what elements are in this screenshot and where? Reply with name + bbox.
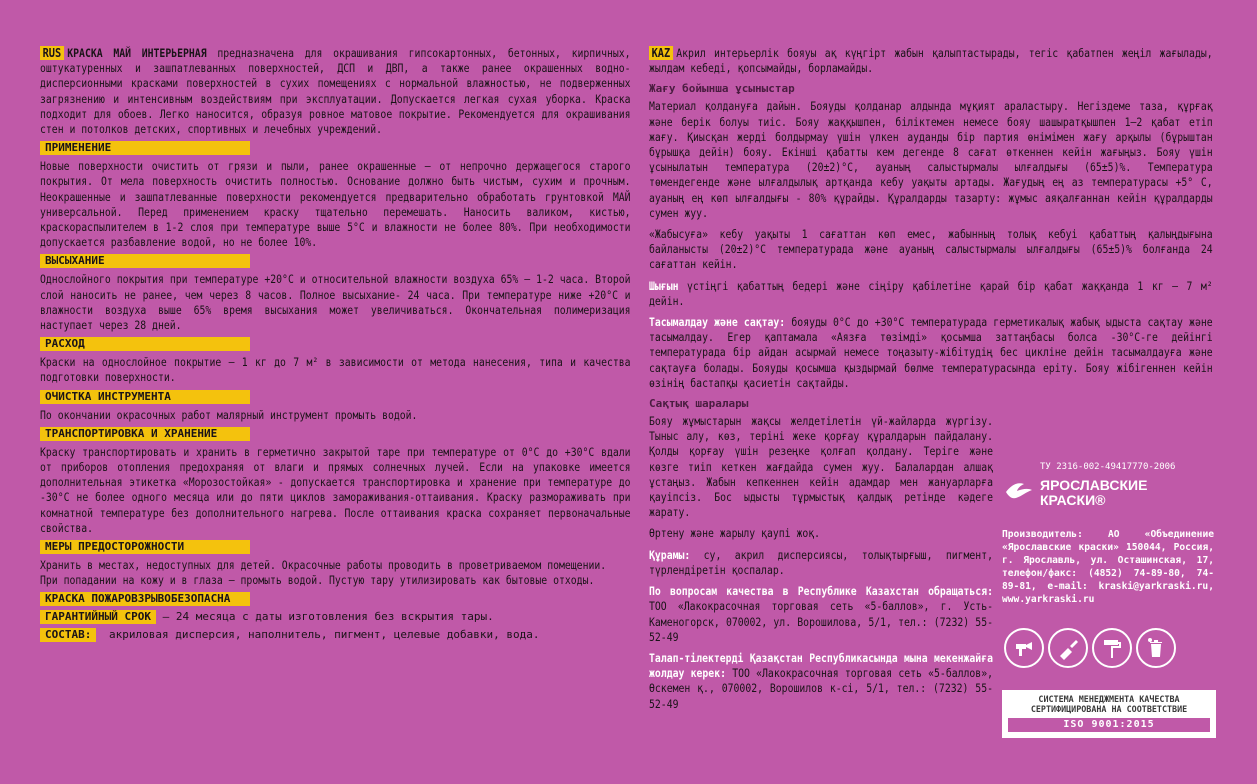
fire-safe-label: КРАСКА ПОЖАРОВЗРЫВОБЕЗОПАСНА (40, 592, 250, 606)
kaz-usage-text: үстіңгі қабаттың бедері және сіңіру қабілетіне қарай бір қабат жаққанда 1 кг — 7 м² дейін. (649, 278, 1213, 308)
section-title: ОЧИСТКА ИНСТРУМЕНТА (40, 390, 250, 404)
composition-row (40, 628, 632, 642)
kaz-claims-text: ТОО «Лакокрасочная торговая сеть «5-баллов», Өскемен қ., 070002, Ворошилов к-сі, 5/1, тел.: (7232) 55-52-49 (649, 666, 993, 711)
section-text: Краску транспортировать и хранить в герметично закрытой таре при температуре от 0°С до +30°С вдали от приборов отопления предохраняя от влаги и прямых солнечных лучей. Если на упаковке имеется дополнительная этикетка «Морозостойкая» - допускается транспортировка и хранение при температуре до -30°С не более одного месяца или до пяти циклов замораживания-оттаивания. Краску размораживать при комнатной температуре без дополнительного нагрева. После оттаивания краска сохраняет первоначальные свойства. (40, 444, 631, 535)
kaz-usage (649, 279, 1213, 309)
iso-standard: ISO 9001:2015 (1008, 718, 1210, 732)
brand-name-line1: ЯРОСЛАВСКИЕ (1040, 477, 1148, 493)
tu-code: ТУ 2316-002-49417770-2006 (1040, 462, 1176, 472)
kaz-dry-text: «Жабысуға» кебу уақыты 1 сағаттан көп емес, жабынның толық кебуі қабаттың қалыңдығына байланысты (20±2)°С температурада және ауаның салыстырмалы ылғалдығы (65±5)% болғанда 24 сағаттан кейін. (649, 227, 1213, 272)
section-title: МЕРЫ ПРЕДОСТОРОЖНОСТИ (40, 540, 250, 554)
recycle-bin-icon (1136, 628, 1176, 668)
rus-section-transport (40, 427, 632, 536)
rus-intro (40, 46, 631, 137)
kaz-transport-text: бояуды 0°С до +30°С температурада герметикалық жабық ыдыста сақтау және тасымалдау. Егер қаптамала «Аязға төзімді» қосымша заттаңбасы болса -30°С-ге дейінгі температурада бір айдан асырмай немесе тоңазыту-жібітудің бес циклінe дейін тасымалдауға және сақтауға болады. Бояуды қосымша қыздырмай бөлме температурасында еріту. Бояу жібігеннен кейін өзінің бастапқы қасиетін сақтайды. (649, 315, 1213, 390)
kaz-safety-title: Сақтық шаралары (649, 397, 749, 411)
kaz-claims (649, 651, 993, 712)
manufacturer-info: Производитель: АО «Объединение «Ярославские краски» 150044, Россия, г. Ярославль, ул. Осташинская, 17, телефон/факс: (4852) 74-89-80, 74-89-81, e-mail: kraski@yarkraski.ru, www.yarkraski.ru (1002, 529, 1214, 605)
brand-name (1040, 478, 1147, 508)
paint-brush-icon (1048, 628, 1088, 668)
rus-section-consumption (40, 337, 632, 385)
warranty-label: ГАРАНТИЙНЫЙ СРОК (40, 610, 156, 624)
kaz-quality-text: ТОО «Лакокрасочная торговая сеть «5-баллов», г. Усть-Каменогорск, 070002, ул. Ворошилова, 5/1, тел.: (7232) 55-52-49 (649, 599, 993, 644)
kaz-safety-text: Бояу жұмыстарын жақсы желдетілетін үй-жайларда жүргізу. Тыныс алу, көз, теріні жеке қорғау құралдарын пайдалану. Қолды қорғау үшін резеңке қолғап қолдану. Теріге және көзге тиіп кеткен жағдайда сумен жуу. Балалардан алшақ ұстаңыз. Жабын кепкеннен кейін адамдар мен жануарларға қауіпсіз. Бос ыдысты тұрмыстық қалдық ретінде кәдеге жарату. (649, 414, 993, 520)
rus-section-precautions (40, 540, 632, 588)
section-text: Краски на однослойное покрытие — 1 кг до 7 м² в зависимости от метода нанесения, типа и качества подготовки поверхности. (40, 355, 631, 385)
rus-intro-text: предназначена для окрашивания гипсокартонных, бетонных, кирпичных, оштукатуренных и зашпатлеванных поверхностей, ДСП и ДВП, а также ранее окрашенных водно-дисперсионными красками поверхностей в сухих помещениях с нормальной влажностью, не подверженных загрязнению и интенсивным воздействиям при эксплуатации. Допускается легкая сухая уборка. Краска подходит для обоев. Легко наносится, образуя ровное матовое покрытие. Рекомендуется для окрашивания стен и потолков детских, спортивных и лечебных учреждений. (40, 46, 631, 137)
kaz-comp (649, 548, 993, 578)
iso-certification (1002, 690, 1216, 738)
brand-logo (1004, 478, 1147, 508)
kaz-claims-label: Талап-тілектерді Қазақстан Республикасында мына мекенжайға жолдау керек: (649, 650, 993, 681)
section-text: Новые поверхности очистить от грязи и пыли, ранее окрашенные – от непрочно держащегося старого покрытия. От мела поверхность очистить полностью. Основание должно быть чистым, сухим и прочным. Неокрашенные и зашпатлеванные поверхности рекомендуется предварительно обработать грунтовкой МАЙ универсальной. Перед применением краску тщательно перемешать. Наносить валиком, кистью, краскораспылителем в 1-2 слоя при температуре выше 5°С и влажности не более 80%. При необходимости допускается разбавление водой, но не более 10%. (40, 159, 631, 250)
warranty-row (40, 610, 632, 624)
rus-intro-title: КРАСКА МАЙ ИНТЕРЬЕРНАЯ (67, 46, 207, 60)
rus-column (40, 46, 632, 642)
kaz-quality (649, 584, 993, 645)
brand-name-line2: КРАСКИ® (1040, 492, 1106, 508)
section-title: ВЫСЫХАНИЕ (40, 254, 250, 268)
paint-roller-icon (1092, 628, 1132, 668)
kaz-intro-text: Акрил интерьерлік бояуы ақ күңгірт жабын қалыптастырады, тегіс қабатпен жеңіл жағылады, жылдам кебеді, қопсымайды, борламайды. (649, 46, 1213, 76)
section-title: ТРАНСПОРТИРОВКА И ХРАНЕНИЕ (40, 427, 250, 441)
rus-section-cleaning (40, 390, 632, 423)
rus-section-application (40, 141, 632, 250)
spray-gun-icon (1004, 628, 1044, 668)
rus-tag: RUS (40, 46, 64, 60)
kaz-column (649, 46, 1214, 715)
kaz-fire-text: Өртену және жарылу қаупі жоқ. (649, 526, 821, 541)
composition-text: акриловая дисперсия, наполнитель, пигмент, целевые добавки, вода. (108, 628, 540, 642)
kaz-comp-label: Құрамы: (649, 547, 691, 562)
section-text: Хранить в местах, недоступных для детей. Окрасочные работы проводить в проветриваемом помещении. При попадании на кожу и в глаза — промыть водой. Пустую тару утилизировать как бытовые отходы. (40, 558, 607, 588)
kaz-comp-text: су, акрил дисперсиясы, толықтырғыш, пигмент, түрлендіретін қоспалар. (649, 547, 994, 577)
section-text: Однослойного покрытия при температуре +20°С и относительной влажности воздуха 65% – 1-2 часа. Второй слой наносить не ранее, чем через 8 часов. Полное высыхание- 24 часа. При температуре ниже +20°С и влажности воздуха выше 65% время высыхания может увеличиваться. Окончательная полимеризация наступает через 28 дней. (40, 272, 631, 333)
kaz-transport (649, 315, 1213, 391)
kaz-rec-text: Материал қолдануға дайын. Бояуды қолданар алдында мұқият араластыру. Негіздеме таза, құрғақ және берік болуы тиіс. Бояу жаққышпен, біліктемен немесе бояу шашыратқышпен 1–2 қабат етіп жағу. Қиысқан жерді болдырмау үшін үлкен ауданды бір партия өнімімен жағу арқылы (бұрыштан бұрышқа дейін) бояу. Екінші қабатты кем дегенде 8 сағат өткеннен кейін жағыңыз. Бояу үшін ұсынылатын температура (20±2)°С, ауаның салыстырмалы ылғалдығы (65±5)%. Температура төмендегенде және ылғалдылық артқанда кебу уақыты артады. Жағудың ең аз температурасы +5° С, ауаның ең көп ылғалдығы - 80% құрайды. Құралдарды тазарту: жұмыс аяқалғаннан кейін құралдарды сумен жуу. (649, 99, 1213, 220)
section-text: По окончании окрасочных работ малярный инструмент промыть водой. (40, 407, 418, 422)
section-title: ПРИМЕНЕНИЕ (40, 141, 250, 155)
kaz-rec-title: Жағу бойынша ұсыныстар (649, 82, 795, 96)
kaz-usage-label: Шығын (649, 278, 679, 293)
composition-label: СОСТАВ: (40, 628, 96, 642)
kaz-intro (649, 46, 1213, 76)
dove-icon (1004, 478, 1034, 508)
iso-line2: СЕРТИФИЦИРОВАНА НА СООТВЕТСТВИЕ (1030, 704, 1188, 714)
rus-section-drying (40, 254, 632, 333)
warranty-text: – 24 месяца с даты изготовления без вскрытия тары. (162, 610, 494, 624)
iso-line1: СИСТЕМА МЕНЕДЖМЕНТА КАЧЕСТВА (1038, 694, 1180, 704)
kaz-quality-label: По вопросам качества в Республике Казахстан обращаться: (649, 584, 993, 599)
section-title: РАСХОД (40, 337, 250, 351)
usage-icons (1004, 628, 1176, 668)
kaz-tag: KAZ (649, 46, 673, 60)
kaz-transport-label: Тасымалдау және сақтау: (649, 315, 786, 330)
